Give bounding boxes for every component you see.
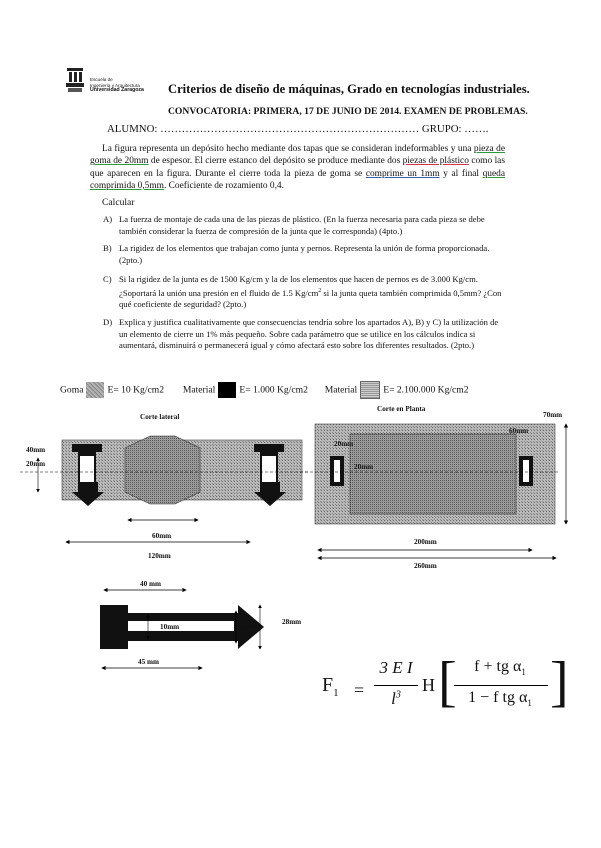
dim-40mm: 40mm bbox=[26, 446, 46, 454]
formula-frac-num: f + tg α bbox=[474, 658, 522, 675]
dim-60mm: 60mm bbox=[152, 532, 172, 540]
dim-piece-40mm: 40 mm bbox=[140, 580, 161, 588]
dim-260mm: 260mm bbox=[414, 562, 437, 570]
question-key: D) bbox=[103, 317, 113, 327]
superscript: 2 bbox=[318, 287, 322, 294]
logo-line: Escuela de bbox=[90, 77, 113, 82]
intro-text: . Coeficiente de rozamiento 0,4. bbox=[163, 180, 284, 191]
question-c bbox=[103, 274, 503, 311]
label-corte-planta: Corte en Planta bbox=[377, 405, 426, 413]
formula-den: l bbox=[391, 689, 396, 708]
formula-frac-den: 1 − f tg α bbox=[468, 689, 528, 706]
intro-text: y al final bbox=[439, 168, 483, 179]
material-legend bbox=[60, 381, 469, 399]
side-section bbox=[20, 436, 310, 542]
material-black-swatch bbox=[218, 382, 236, 398]
question-text bbox=[119, 274, 503, 311]
formula-lhs: F bbox=[322, 674, 334, 696]
question-text: La fuerza de montaje de cada una de las piezas de plástico. (En la fuerza necesaria para cada pieza se debe también considerar la fuerza de compresión de la junta que le corresponda) (4pto.) bbox=[119, 214, 485, 236]
highlight-goma: pieza de goma de 20mm bbox=[90, 144, 505, 167]
question-key: A) bbox=[103, 214, 113, 224]
question-text: Explica y justifica cualitativamente que consecuencias tendría sobre los apartados A), B) y C) la utilización de un elemento de cierre un 1% más pequeño. Sobre cada parámetro que se utilice en los cálculos indica si aumentará, disminuirá o permanecerá igual y cómo afectará esto sobre los diferentes resultados. (2pto.) bbox=[119, 317, 499, 351]
student-line: ALUMNO: ……………………………………………………………… GRUPO: ……. bbox=[107, 123, 489, 135]
dim-piece-10mm: 10mm bbox=[160, 623, 180, 631]
convocatoria: CONVOCATORIA: PRIMERA, 17 DE JUNIO DE 2014. EXAMEN DE PROBLEMAS. bbox=[168, 106, 528, 117]
formula-num: 3 E I bbox=[379, 658, 413, 677]
force-formula: $F_1$ = 3 E I $l^3$ H [ f + tg $\alpha_1$ 1 − f tg $\alpha_1$ ] bbox=[322, 651, 569, 713]
dim-20mm: 20mm bbox=[26, 460, 46, 468]
goma-swatch bbox=[86, 382, 104, 398]
formula-lhs-sub: 1 bbox=[333, 687, 339, 699]
formula-h: H bbox=[422, 675, 435, 695]
intro-text: como las que aparecen en la figura. Durante el cierre toda la pieza de goma se bbox=[90, 156, 505, 179]
dim-70mm: 70mm bbox=[543, 411, 563, 419]
logo-text bbox=[90, 77, 144, 94]
legend-mat2-value: E= 2.100.000 Kg/cm2 bbox=[383, 384, 469, 396]
university-crest-icon bbox=[64, 66, 86, 96]
question-text-part: si la junta queta también comprimida 0,5mm? ¿Con qué coeficiente de seguridad? (2pto.) bbox=[119, 287, 502, 310]
material-grey-swatch bbox=[360, 381, 380, 399]
highlight-comprime: comprime un 1mm bbox=[365, 168, 440, 179]
dim-120mm: 120mm bbox=[148, 552, 171, 560]
logo-line: Universidad Zaragoza bbox=[90, 87, 144, 93]
formula-den-sup: 3 bbox=[395, 689, 401, 701]
highlight-comprimida: queda comprimida 0,5mm bbox=[90, 168, 505, 191]
dim-plan-20mm-b: 20mm bbox=[354, 463, 374, 471]
question-d bbox=[103, 317, 503, 352]
dim-piece-20mm: 20mm bbox=[238, 623, 258, 631]
question-b bbox=[103, 243, 503, 266]
dim-200mm: 200mm bbox=[414, 538, 437, 546]
dim-plan-20mm: 20mm bbox=[334, 440, 354, 448]
calcular-heading: Calcular bbox=[102, 197, 135, 208]
question-key: B) bbox=[103, 243, 112, 253]
question-a bbox=[103, 214, 503, 237]
dim-piece-28mm: 28mm bbox=[282, 618, 302, 626]
dim-piece-45mm: 45 mm bbox=[138, 658, 159, 666]
university-logo bbox=[64, 66, 86, 101]
intro-text: de espesor. El cierre estanco del depósito se produce mediante dos bbox=[148, 156, 403, 167]
formula-frac-den-sub: 1 bbox=[527, 698, 532, 709]
page-title: Criterios de diseño de máquinas, Grado en tecnologías industriales. bbox=[168, 82, 530, 96]
highlight-plastico: piezas de plástico bbox=[402, 156, 469, 167]
dim-plan-60mm: 60mm bbox=[509, 427, 529, 435]
logo-line: Ingeniería y Arquitectura bbox=[90, 82, 140, 88]
label-corte-lateral: Corte lateral bbox=[140, 413, 180, 421]
legend-goma-value: E= 10 Kg/cm2 bbox=[107, 384, 165, 396]
question-text: La rigidez de los elementos que trabajan como junta y pernos. Representa la unión de forma proporcionada. (2pto.) bbox=[119, 243, 490, 265]
problem-statement bbox=[90, 143, 505, 192]
legend-mat2-label: Material bbox=[324, 384, 358, 396]
legend-mat1-value: E= 1.000 Kg/cm2 bbox=[239, 384, 308, 396]
intro-text: La figura representa un depósito hecho mediante dos tapas que se consideran indeformables y una bbox=[102, 144, 474, 154]
question-text-part: Si la rigidez de la junta es de 1500 Kg/cm y la de los elementos que hacen de pernos es de 3.000 Kg/cm. ¿Soportará la unión una presión en el fluido de 1.5 Kg/cm bbox=[119, 274, 478, 298]
legend-mat1-label: Material bbox=[182, 384, 216, 396]
formula-frac-num-sub: 1 bbox=[521, 667, 526, 678]
legend-goma-label: Goma bbox=[60, 384, 84, 396]
question-key: C) bbox=[103, 274, 112, 284]
